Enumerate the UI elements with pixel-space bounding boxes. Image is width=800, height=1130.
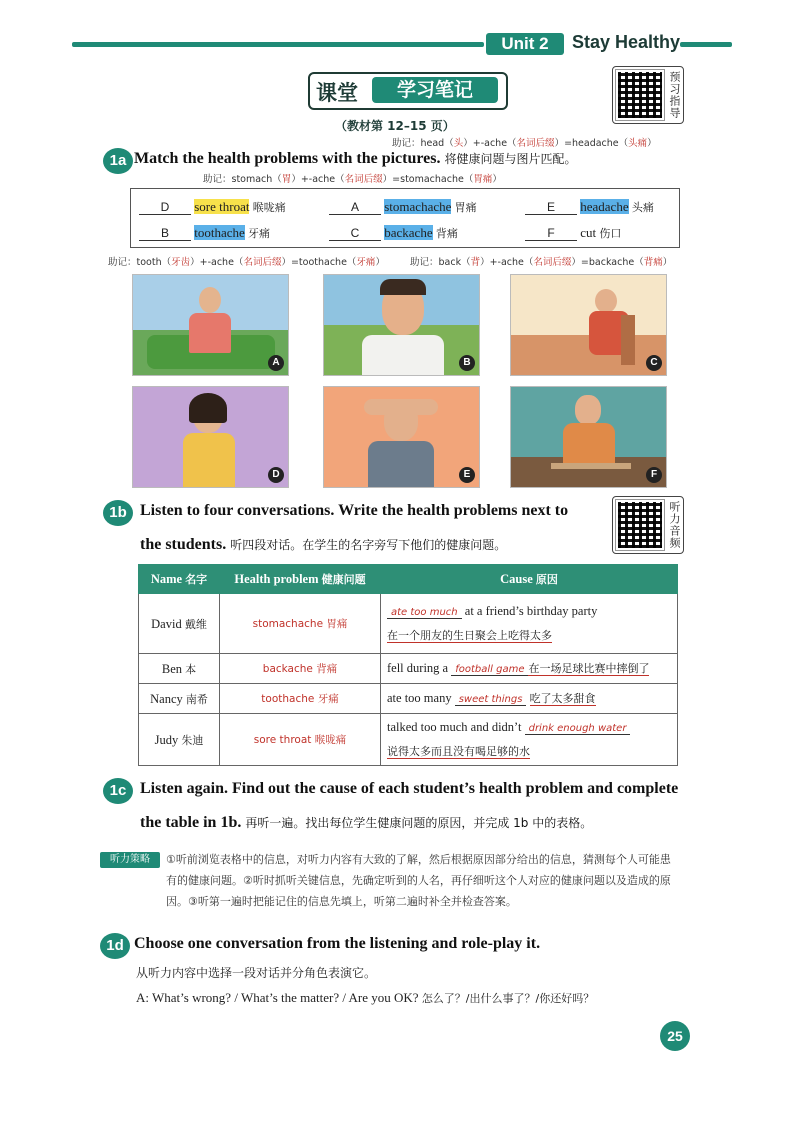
hint-stomachache: 助记：stomach（胃）+-ache（名词后缀）=stomachache（胃痛） (203, 174, 502, 185)
picture-c (510, 274, 667, 376)
picture-label: D (268, 467, 284, 483)
qr-preview-label: 预习指导 (668, 71, 681, 119)
cell-name: Judy 朱迪 (139, 714, 220, 766)
qr-audio-box (612, 496, 684, 554)
match-box (130, 188, 680, 248)
section-1b-badge: 1b (103, 500, 133, 526)
class-notes-banner (308, 72, 508, 110)
picture-a (132, 274, 289, 376)
qr-code-icon[interactable] (616, 70, 664, 120)
qr-audio-label: 听力音频 (668, 501, 681, 549)
banner-part1: 课堂 (316, 81, 358, 105)
section-1c-line1: Listen again. Find out the cause of each student’s health problem and complete (140, 780, 679, 797)
cell-name: Ben 本 (139, 654, 220, 684)
textbook-pages-note: （教材第 12–15 页） (335, 119, 455, 133)
hint-backache: 助记：back（背）+-ache（名词后缀）=backache（背痛） (410, 257, 673, 268)
picture-label: F (646, 467, 662, 483)
table-row (139, 594, 678, 654)
section-1c-badge: 1c (103, 778, 133, 804)
unit-title: Stay Healthy (572, 32, 681, 52)
picture-e (323, 386, 480, 488)
qr-code-icon[interactable] (616, 500, 664, 550)
match-item: A stomachache 胃痛 (329, 199, 477, 215)
section-1a-title: Match the health problems with the pictures. 将健康问题与图片匹配。 (134, 150, 577, 167)
section-1b-line1: Listen to four conversations. Write the health problems next to (140, 502, 569, 519)
section-1b-line2: the students. 听四段对话。在学生的名字旁写下他们的健康问题。 (140, 536, 507, 553)
col-cause: Cause 原因 (381, 565, 678, 594)
match-item: B toothache 牙痛 (139, 225, 270, 241)
cell-name: Nancy 南希 (139, 684, 220, 714)
section-1d-title: Choose one conversation from the listening and role-play it. (134, 935, 541, 952)
banner-part2: 学习笔记 (372, 77, 498, 103)
header-rule-right (680, 42, 732, 47)
cell-problem[interactable]: backache 背痛 (220, 654, 381, 684)
cell-problem[interactable]: toothache 牙痛 (220, 684, 381, 714)
page-number: 25 (660, 1021, 690, 1051)
cell-cause: fell during a football game 在一场足球比赛中摔倒了 (381, 654, 678, 684)
table-row (139, 684, 678, 714)
unit-tag: Unit 2 (486, 33, 564, 55)
picture-f (510, 386, 667, 488)
picture-label: B (459, 355, 475, 371)
cell-problem[interactable]: sore throat 喉咙痛 (220, 714, 381, 766)
section-1a-badge: 1a (103, 148, 133, 174)
health-table (138, 564, 678, 766)
dialog-line: A: What’s wrong? / What’s the matter? / Are you OK? 怎么了？/出什么事了？/你还好吗？ (136, 990, 595, 1005)
col-name: Name 名字 (139, 565, 220, 594)
match-item: E headache 头痛 (525, 199, 654, 215)
col-problem: Health problem 健康问题 (220, 565, 381, 594)
hint-headache: 助记：head（头）+-ache（名词后缀）=headache（头痛） (392, 138, 657, 149)
table-header-row (139, 565, 678, 594)
cell-cause: talked too much and didn’t drink enough water 说得太多而且没有喝足够的水 (381, 714, 678, 766)
match-item: C backache 背痛 (329, 225, 458, 241)
cell-name: David 戴维 (139, 594, 220, 654)
header-rule-left (72, 42, 484, 47)
match-item: F cut 伤口 (525, 225, 621, 241)
section-1d-badge: 1d (100, 933, 130, 959)
picture-b (323, 274, 480, 376)
table-row (139, 654, 678, 684)
picture-label: E (459, 467, 475, 483)
qr-preview-box (612, 66, 684, 124)
hint-toothache: 助记：tooth（牙齿）+-ache（名词后缀）=toothache（牙痛） (108, 257, 385, 268)
section-1d-cn: 从听力内容中选择一段对话并分角色表演它。 (136, 966, 377, 980)
picture-label: C (646, 355, 662, 371)
cell-cause: ate too many sweet things 吃了太多甜食 (381, 684, 678, 714)
listening-strategy-tag: 听力策略 (100, 852, 160, 868)
cell-cause: ate too much at a friend’s birthday party 在一个朋友的生日聚会上吃得太多 (381, 594, 678, 654)
match-item: D sore throat 喉咙痛 (139, 199, 286, 215)
listening-strategy-text: ①听前浏览表格中的信息，对听力内容有大致的了解，然后根据原因部分给出的信息，猜测每个人可能患有的健康问题。②听时抓听关键信息，先确定听到的人名，再仔细听这个人对应的健康问题以及造成的原因。③听第一遍时把能记住的信息先填上，听第二遍时补全并检查答案。 (166, 853, 671, 908)
picture-d (132, 386, 289, 488)
picture-label: A (268, 355, 284, 371)
cell-problem[interactable]: stomachache 胃痛 (220, 594, 381, 654)
table-row (139, 714, 678, 766)
section-1c-line2: the table in 1b. 再听一遍。找出每位学生健康问题的原因，并完成 1b 中的表格。 (140, 814, 593, 831)
